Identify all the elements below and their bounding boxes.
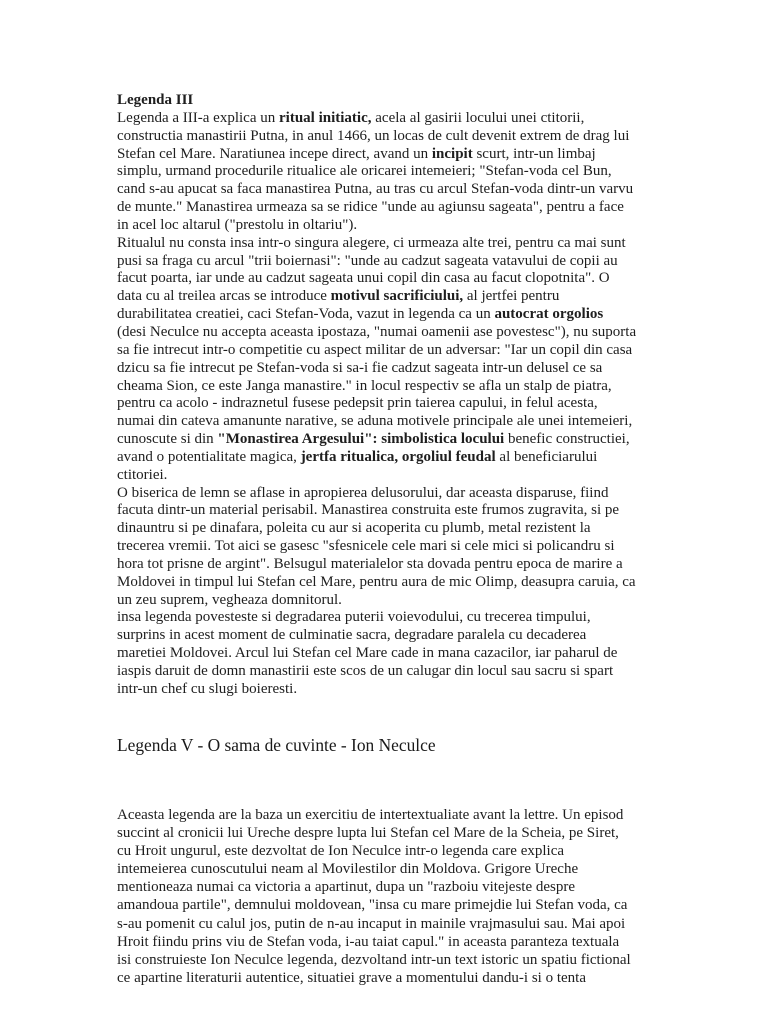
text-line: [117, 395, 717, 413]
text-span: cu Hroit ungurul, este dezvoltat de Ion Neculce intr-o legenda care explica: [117, 843, 565, 860]
text-line: [117, 627, 717, 645]
text-span: Ritualul nu consta insa intr-o singura alegere, ci urmeaza alte trei, pentru ca mai sunt: [117, 234, 626, 251]
text-line: [117, 181, 717, 199]
text-line: [117, 933, 717, 951]
text-line: [117, 485, 717, 503]
text-line: [117, 663, 717, 681]
text-line: [117, 270, 717, 288]
text-span: pentru ca acolo - indraznetul fusese pedepsit prin taierea capului, in felul acesta,: [117, 395, 598, 412]
text-line: [117, 806, 717, 824]
text-line: [117, 556, 717, 574]
section-heading-legenda-v: Legenda V - O sama de cuvinte - Ion Neculce: [117, 735, 436, 755]
text-span: (desi Neculce nu accepta aceasta ipostaza, "numai oamenii ase povestesc"), nu suporta: [117, 323, 637, 340]
text-span: cunoscute si din: [117, 431, 218, 448]
text-line: [117, 878, 717, 896]
text-line: [117, 449, 717, 467]
text-span: cand s-au apucat sa faca manastirea Putna, au tras cu arcul Stefan-voda dintr-un varvu: [117, 181, 634, 198]
text-span: benefic constructiei,: [504, 431, 630, 448]
text-span: al jertfei pentru: [463, 288, 560, 305]
text-line: [117, 574, 717, 592]
text-line: [117, 342, 717, 360]
text-span: dinauntru si pe dinafara, poleita cu aur si acoperita cu plumb, metal rezistent la: [117, 520, 591, 537]
text-line: [117, 645, 717, 663]
text-span: succint al cronicii lui Ureche despre lupta lui Stefan cel Mare de la Scheia, pe Siret,: [117, 825, 619, 842]
text-line: [117, 431, 717, 449]
text-span: insa legenda povesteste si degradarea puterii voievodului, cu trecerea timpului,: [117, 609, 591, 626]
text-span: ce apartine literaturii autentice, situatiei grave a momentului dandu-i si o tenta: [117, 969, 586, 986]
text-span: scurt, intr-un limbaj: [472, 145, 596, 162]
text-line: [117, 592, 717, 610]
text-line: [117, 324, 717, 342]
text-line: [117, 915, 717, 933]
text-line: [117, 538, 717, 556]
section-heading-legenda-iii: Legenda III: [117, 92, 194, 108]
text-span: avand o potentialitate magica,: [117, 448, 301, 465]
text-line: [117, 842, 717, 860]
text-span: Moldovei in timpul lui Stefan cel Mare, pentru aura de mic Olimp, deasupra caruia, ca: [117, 573, 636, 590]
text-span: isi construieste Ion Neculce legenda, dezvoltand intr-un text istoric un spatiu fictional: [117, 951, 631, 968]
text-span: hora tot prisne de argint". Belsugul materialelor sta dovada pentru epoca de marire a: [117, 555, 623, 572]
text-span: simplu, urmand procedurile ritualice ale oricarei intemeieri; "Stefan-voda cel Bun,: [117, 163, 612, 180]
bold-text: jertfa ritualica, orgoliul feudal: [300, 448, 496, 465]
text-span: surprins in acest moment de culminatie sacra, degradare paralela cu decaderea: [117, 627, 587, 644]
section-legenda-v: [117, 806, 717, 987]
text-line: [117, 378, 717, 396]
text-span: facut poarta, iar unde au cadzut sageata unui copil din casa au facut clopotnita". O: [117, 270, 610, 287]
text-span: trecerea vremii. Tot aici se gasesc "sfesnicele cele mari si cele mici si policandru si: [117, 538, 615, 555]
text-span: un zeu suprem, vegheaza domnitorul.: [117, 591, 342, 608]
bold-text: autocrat orgolios: [494, 306, 604, 323]
text-span: data cu al treilea arcas se introduce: [117, 288, 331, 305]
text-line: [117, 199, 717, 217]
text-line: [117, 609, 717, 627]
text-span: s-au pomenit cu calul jos, putin de n-au incaput in mainile vrajmasului sau. Mai apoi: [117, 915, 626, 932]
text-span: durabilitatea creatiei, caci Stefan-Voda, vazut in legenda ca un: [117, 306, 495, 323]
text-line: [117, 896, 717, 914]
text-span: dzicu sa fie intrecut pe Stefan-voda si sa-i fie cadzut sageata intr-un delusel ce sa: [117, 359, 603, 376]
text-span: numai din cateva amanunte narative, se aduna motivele principale ale unei intemeieri,: [117, 413, 633, 430]
text-span: mentioneaza numai ca victoria a apartinut, dupa un "razboiu vitejeste despre: [117, 879, 576, 896]
text-span: pusi sa fraga cu arcul "trii boiernasi": "unde au cadzut sageata vatavului de copii au: [117, 252, 618, 269]
text-line: [117, 502, 717, 520]
bold-text: motivul sacrificiului,: [330, 288, 464, 305]
text-line: [117, 467, 717, 485]
text-line: [117, 681, 717, 699]
text-span: sa fie intrecut intr-o competitie cu aspect militar de un adversar: "Iar un copil din casa: [117, 341, 633, 358]
text-line: [117, 306, 717, 324]
text-line: [117, 217, 717, 235]
text-span: Hroit fiindu prins viu de Stefan voda, i-au taiat capul." in aceasta paranteza textuala: [117, 933, 620, 950]
text-line: [117, 360, 717, 378]
text-span: amandoua partile", demnului moldovean, "insa cu mare primejdie lui Stefan voda, ca: [117, 897, 628, 914]
text-span: intemeierea cunoscutului neam al Movilestilor din Moldova. Grigore Ureche: [117, 861, 579, 878]
text-span: Legenda a III-a explica un: [117, 109, 279, 126]
bold-text: incipit: [431, 145, 473, 162]
text-span: Aceasta legenda are la baza un exercitiu de intertextualiate avant la lettre. Un episod: [117, 807, 624, 823]
text-span: constructia manastirii Putna, in anul 1466, un locas de cult devenit extrem de drag lui: [117, 127, 630, 144]
section-body-legenda-iii: [117, 110, 717, 699]
bold-text: "Monastirea Argesului": simbolistica locului: [217, 431, 505, 448]
text-line: [117, 146, 717, 164]
text-line: [117, 860, 717, 878]
text-span: acela al gasirii locului unei ctitorii,: [371, 109, 585, 126]
text-line: [117, 520, 717, 538]
text-line: [117, 288, 717, 306]
text-span: Stefan cel Mare. Naratiunea incepe direct, avand un: [117, 145, 432, 162]
text-span: ctitoriei.: [117, 466, 168, 483]
text-line: [117, 951, 717, 969]
text-line: [117, 413, 717, 431]
section-body-legenda-v: [117, 806, 717, 987]
text-line: [117, 824, 717, 842]
text-line: [117, 235, 717, 253]
text-span: O biserica de lemn se aflase in apropierea delusorului, dar aceasta disparuse, fiind: [117, 484, 609, 501]
bold-text: ritual initiatic,: [279, 109, 372, 126]
text-span: intr-un chef cu slugi boieresti.: [117, 680, 298, 697]
text-line: [117, 163, 717, 181]
text-line: [117, 110, 717, 128]
text-span: in acel loc altarul ("prestolu in oltariu").: [117, 216, 358, 233]
text-span: maretiei Moldovei. Arcul lui Stefan cel Mare cade in mana cazacilor, iar paharul de: [117, 645, 618, 662]
text-span: iaspis daruit de domn manastirii este scos de un calugar din locul sau sacru si spart: [117, 663, 614, 679]
text-span: facuta dintr-un material perisabil. Manastirea construita este frumos zugravita, si pe: [117, 502, 620, 519]
text-line: [117, 128, 717, 146]
text-line: [117, 969, 717, 987]
text-span: cheama Sion, ce este Janga manastire." in locul respectiv se afla un stalp de piatra,: [117, 377, 612, 394]
text-span: de munte." Manastirea urmeaza sa se ridice "unde au agiunsu sageata", pentru a face: [117, 199, 624, 216]
text-line: [117, 253, 717, 271]
section-legenda-iii: [117, 92, 717, 699]
text-span: al beneficiarului: [495, 448, 598, 465]
